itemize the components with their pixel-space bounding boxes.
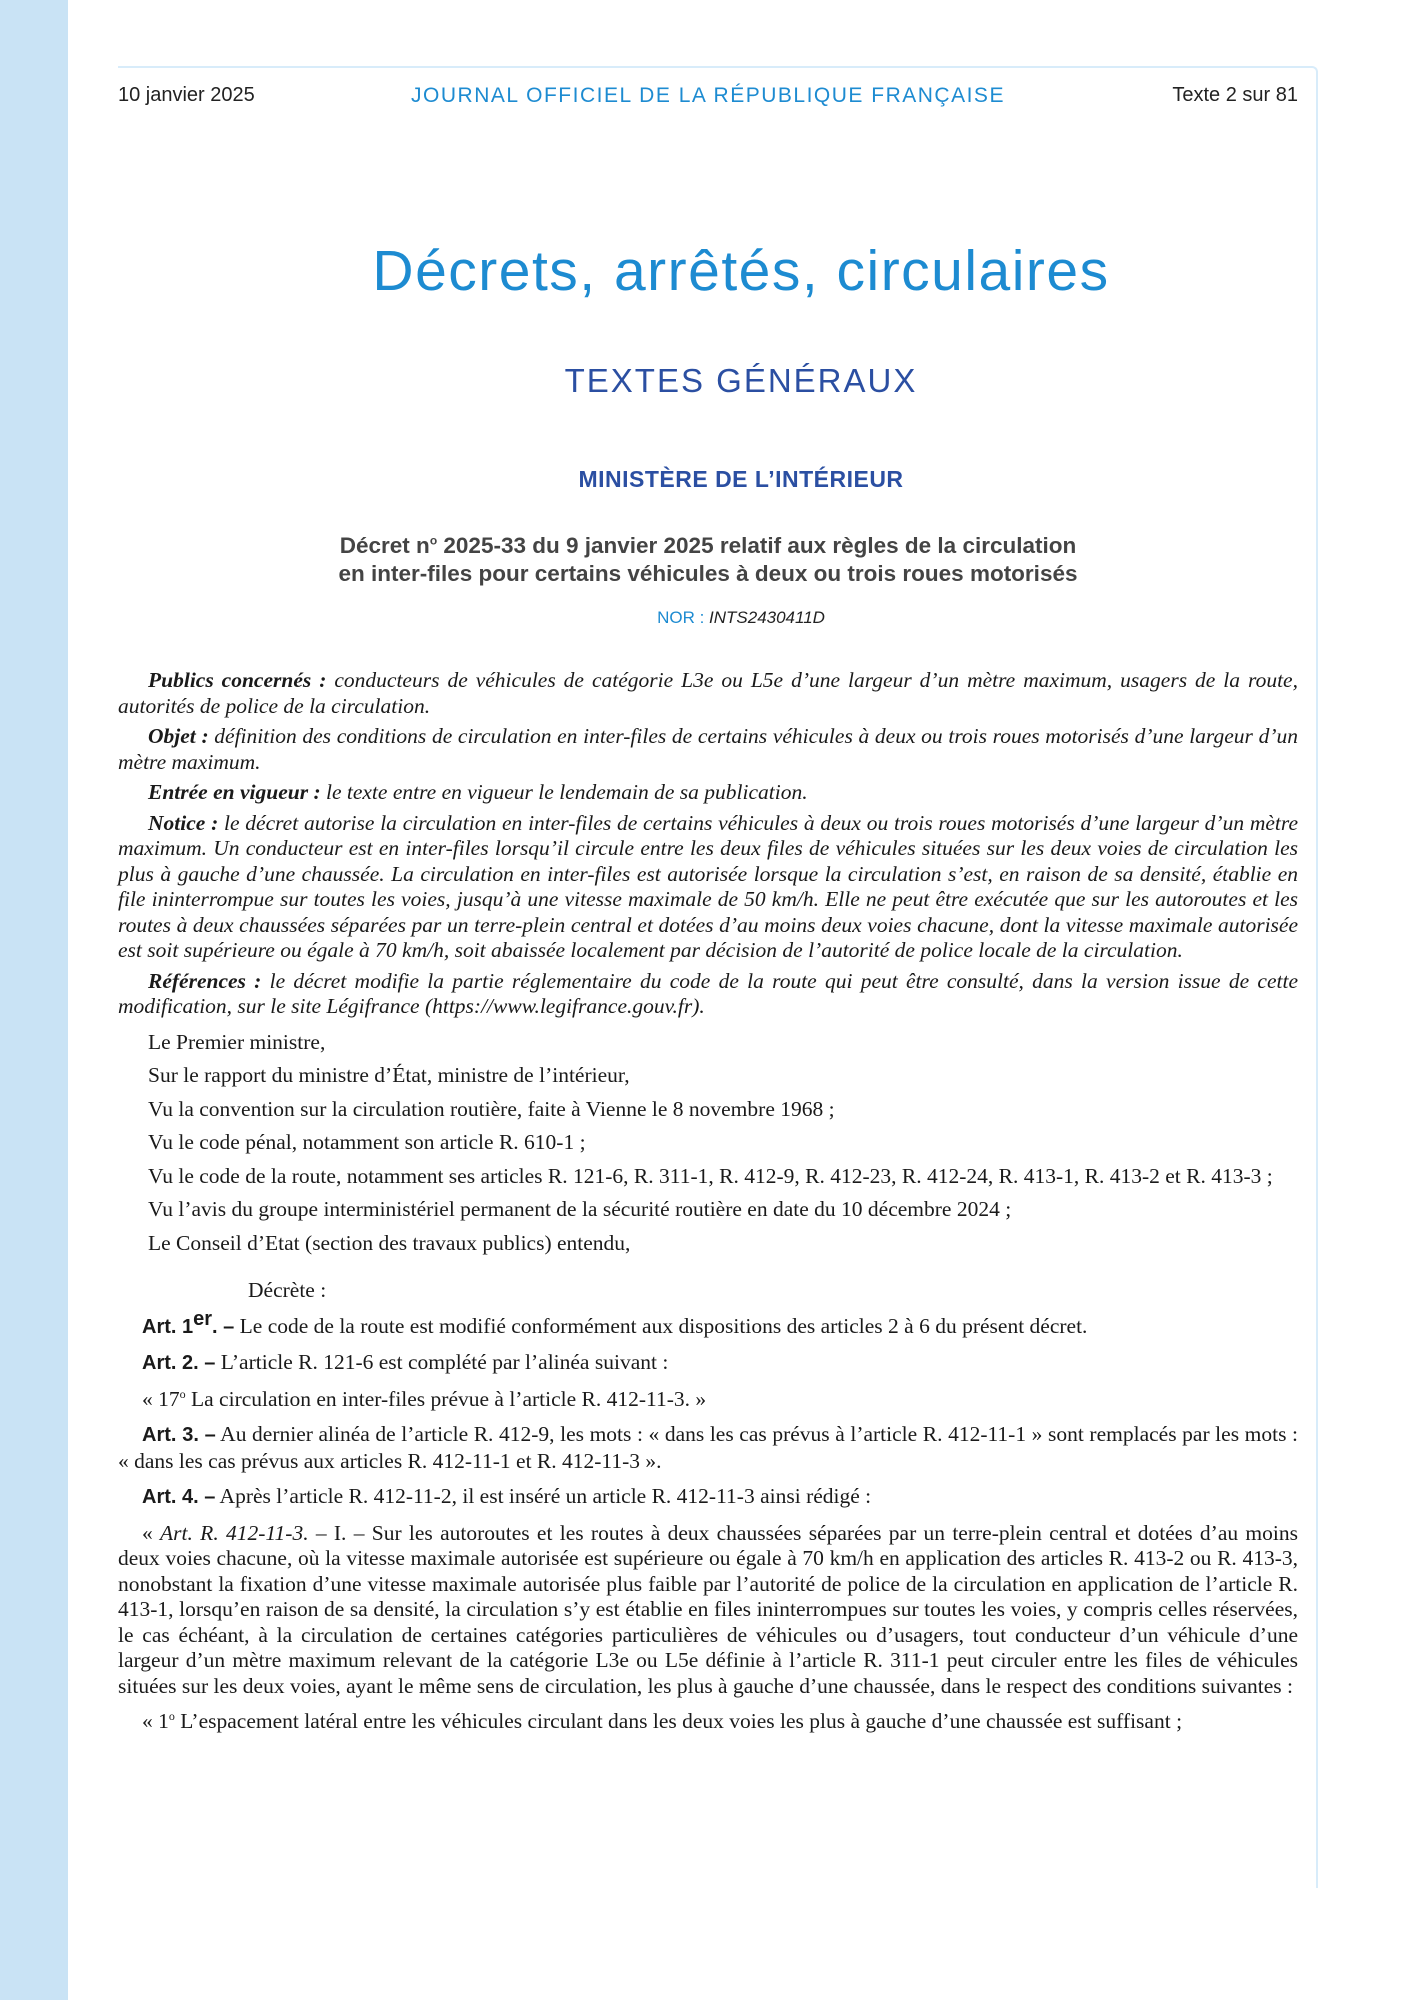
visas-block	[118, 1030, 1298, 1257]
visa-line: Vu le code pénal, notamment son article R. 610-1 ;	[148, 1130, 586, 1154]
header-journal-title: JOURNAL OFFICIEL DE LA RÉPUBLIQUE FRANÇAISE	[411, 84, 1005, 107]
decree-title	[200, 532, 1216, 588]
summary-objet: Objet : définition des conditions de circulation en inter-files de certains véhicules à deux ou trois roues motorisés d’une largeur d’un mètre maximum.	[118, 724, 1298, 774]
article-3: Art. 3. – Au dernier alinéa de l’article R. 412-9, les mots : « dans les cas prévus à l’article R. 412-11-1 » sont remplacés par les mots : « dans les cas prévus aux articles R. 412-11-1 et R. 412-11-3 ».	[118, 1422, 1299, 1473]
decree-title-line-1: Décret $n^o$ 2025-33 du 9 janvier 2025 relatif aux règles de la circulation	[339, 533, 1077, 558]
nor-value: INTS2430411D	[709, 608, 825, 627]
visa-line: Sur le rapport du ministre d’État, ministre de l’intérieur,	[148, 1063, 630, 1087]
visa-line: Vu le code de la route, notamment ses articles R. 121-6, R. 311-1, R. 412-9, R. 412-23, R. 412-24, R. 413-1, R. 413-2 et R. 413-3 ;	[148, 1163, 1273, 1188]
ministry-title: MINISTÈRE DE L’INTÉRIEUR	[578, 466, 904, 492]
decrete-heading: Décrète :	[248, 1278, 327, 1302]
visa-line: Le Conseil d’Etat (section des travaux publics) entendu,	[148, 1230, 631, 1255]
article-4-quote: « Art. R. 412-11-3. – I. – Sur les autoroutes et les routes à deux chaussées séparées par un terre-plein central et dotées d’au moins deux voies chacune, où la vitesse maximale autorisée est supérieure ou égale à 70 km/h en application des articles R. 413-2 ou R. 413-3, nonobstant la fixation d’une vitesse maximale autorisée plus faible par l’autorité de police de la circulation en application de l’article R. 413-1, lorsqu’en raison de sa densité, la circulation s’y est établie en files ininterrompues sur toutes les voies, y compris celles réservées, le cas échéant, à la circulation de certaines catégories particulières de véhicules ou d’usagers, tout conducteur d’un véhicule d’une largeur d’un mètre maximum relevant de la catégorie L3e ou L5e définie à l’article R. 311-1 peut circuler entre les files de véhicules situées sur les deux voies, ayant le même sens de circulation, les plus à gauche d’une chaussée, dans le respect des conditions suivantes :	[118, 1520, 1298, 1698]
article-2-quote: « 17$^o$ La circulation en inter-files prévue à l’article R. 412-11-3. »	[142, 1386, 707, 1411]
decree-body	[118, 668, 1298, 1745]
summary-references: Références : le décret modifie la partie réglementaire du code de la route qui peut être consulté, dans la version issue de cette modification, sur le site Légifrance (https://www.legifrance.gouv.fr).	[118, 968, 1298, 1018]
article-4-item-1: « 1$^o$ L’espacement latéral entre les véhicules circulant dans les deux voies les plus à gauche d’une chaussée est suffisant ;	[142, 1708, 1183, 1733]
visa-line: Vu l’avis du groupe interministériel permanent de la sécurité routière en date du 10 décembre 2024 ;	[148, 1197, 1012, 1221]
summary-entree-en-vigueur: Entrée en vigueur : le texte entre en vigueur le lendemain de sa publication.	[148, 780, 808, 804]
summary-notice: Notice : le décret autorise la circulation en inter-files de certains véhicules à deux ou trois roues motorisés d’une largeur d’un mètre maximum. Un conducteur est en inter-files lorsqu’il circule entre les deux files de véhicules situées sur les deux voies de circulation les plus à gauche d’une chaussée. La circulation en inter-files est autorisée lorsque la circulation s’est, en raison de sa densité, établie en file ininterrompue sur toutes les voies, jusqu’à une vitesse maximale de 50 km/h. Elle ne peut être exécutée que sur les autoroutes et les routes à deux chaussées séparées par un terre-plein central et dotées d’au moins deux voies chacune, dont la vitesse maximale autorisée est soit supérieure ou égale à 70 km/h, soit abaissée localement par décision de l’autorité de police locale de la circulation.	[118, 810, 1298, 962]
article-1: Art. 1er. – Le code de la route est modifié conformément aux dispositions des articles 2 à 6 du présent décret.	[142, 1307, 1088, 1338]
section-title: TEXTES GÉNÉRAUX	[564, 362, 918, 399]
left-margin-band	[0, 0, 68, 2000]
visa-line: Vu la convention sur la circulation routière, faite à Vienne le 8 novembre 1968 ;	[148, 1096, 835, 1121]
header-date: 10 janvier 2025	[118, 84, 255, 106]
decree-title-line-2: en inter-files pour certains véhicules à deux ou trois roues motorisés	[338, 561, 1078, 586]
header-text-number: Texte 2 sur 81	[1172, 84, 1298, 106]
visa-line: Le Premier ministre,	[148, 1029, 326, 1054]
article-2: Art. 2. – L’article R. 121-6 est complété par l’alinéa suivant :	[142, 1350, 669, 1374]
article-4: Art. 4. – Après l’article R. 412-11-2, il est inséré un article R. 412-11-3 ainsi rédigé :	[142, 1484, 872, 1508]
page-header	[118, 84, 1298, 114]
summary-publics: Publics concernés : conducteurs de véhicules de catégorie L3e ou L5e d’une largeur d’un mètre maximum, usagers de la route, autorités de police de la circulation.	[118, 668, 1298, 718]
main-title: Décrets, arrêtés, circulaires	[372, 239, 1110, 303]
nor-label: NOR :	[657, 608, 710, 627]
summary-block	[118, 668, 1298, 1020]
nor-reference	[68, 608, 1414, 628]
